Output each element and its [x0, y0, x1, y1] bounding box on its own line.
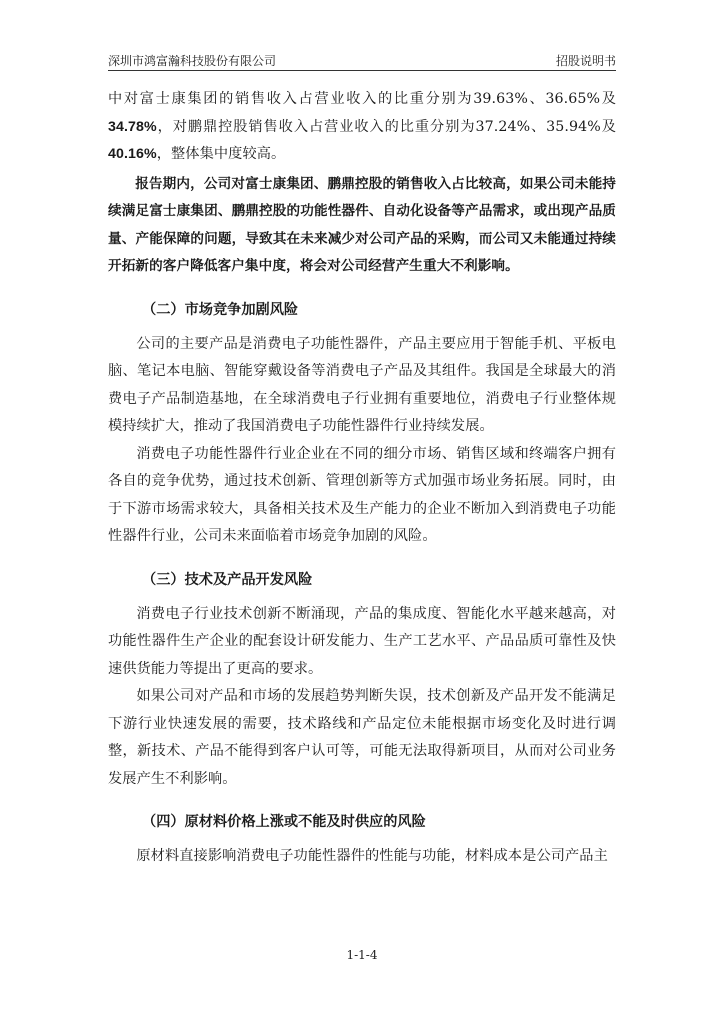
para1-text-b: ，对鹏鼎控股销售收入占营业收入的比重分别为37.24%、35.94%及 — [156, 118, 616, 135]
market-competition-paragraph-2: 消费电子功能性器件行业企业在不同的细分市场、销售区域和终端客户拥有各自的竞争优势，通过技术创新、管理创新等方式加强市场业务拓展。同时，由于下游市场需求较大，具备相关技术及生产能力的企业不断加入到消费电子功能性器件行业，公司未来面临着市场竞争加剧的风险。 — [108, 445, 616, 544]
raw-material-risk-paragraph-1: 原材料直接影响消费电子功能性器件的性能与功能，材料成本是公司产品主 — [136, 848, 608, 864]
technology-risk-paragraph-2: 如果公司对产品和市场的发展趋势判断失误，技术创新及产品开发不能满足下游行业快速发展的需要，技术路线和产品定位未能根据市场变化及时进行调整，新技术、产品不能得到客户认可等，可能无法取得新项目，从而对公司业务发展产生不利影响。 — [108, 688, 616, 787]
section-heading-market-competition: （二）市场竞争加剧风险 — [142, 301, 299, 318]
technology-risk-paragraph-1: 消费电子行业技术创新不断涌现，产品的集成度、智能化水平越来越高，对功能性器件生产企业的配套设计研发能力、生产工艺水平、产品品质可靠性及快速供货能力等提出了更高的要求。 — [108, 605, 616, 677]
customer-concentration-paragraph — [108, 86, 616, 169]
para1-text-c: ，整体集中度较高。 — [156, 146, 286, 162]
para1-value-pengding: 40.16% — [108, 146, 157, 162]
header-divider — [108, 70, 616, 71]
para1-value-foxconn: 34.78% — [108, 118, 157, 135]
section-heading-technology-risk: （三）技术及产品开发风险 — [142, 571, 313, 588]
risk-warning-paragraph: 报告期内，公司对富士康集团、鹏鼎控股的销售收入占比较高，如果公司未能持续满足富士康集团、鹏鼎控股的功能性器件、自动化设备等产品需求，或出现产品质量、产能保障的问题，导致其在未来减少对公司产品的采购，而公司又未能通过持续开拓新的客户降低客户集中度，将会对公司经营产生重大不利影响。 — [108, 175, 616, 274]
para1-text-a: 中对富士康集团的销售收入占营业收入的比重分别为39.63%、36.65%及 — [108, 91, 616, 107]
page-body — [108, 86, 616, 871]
page-number: 1-1-4 — [346, 948, 378, 962]
header-document-type: 招股说明书 — [555, 54, 616, 68]
section-heading-raw-material-risk: （四）原材料价格上涨或不能及时供应的风险 — [142, 814, 426, 830]
header-company-name: 深圳市鸿富瀚科技股份有限公司 — [108, 54, 277, 68]
market-competition-paragraph-1: 公司的主要产品是消费电子功能性器件，产品主要应用于智能手机、平板电脑、笔记本电脑、智能穿戴设备等消费电子产品及其组件。我国是全球最大的消费电子产品制造基地，在全球消费电子行业拥有重要地位，消费电子行业整体规模持续扩大，推动了我国消费电子功能性器件行业持续发展。 — [108, 335, 616, 434]
page-header — [108, 52, 616, 70]
